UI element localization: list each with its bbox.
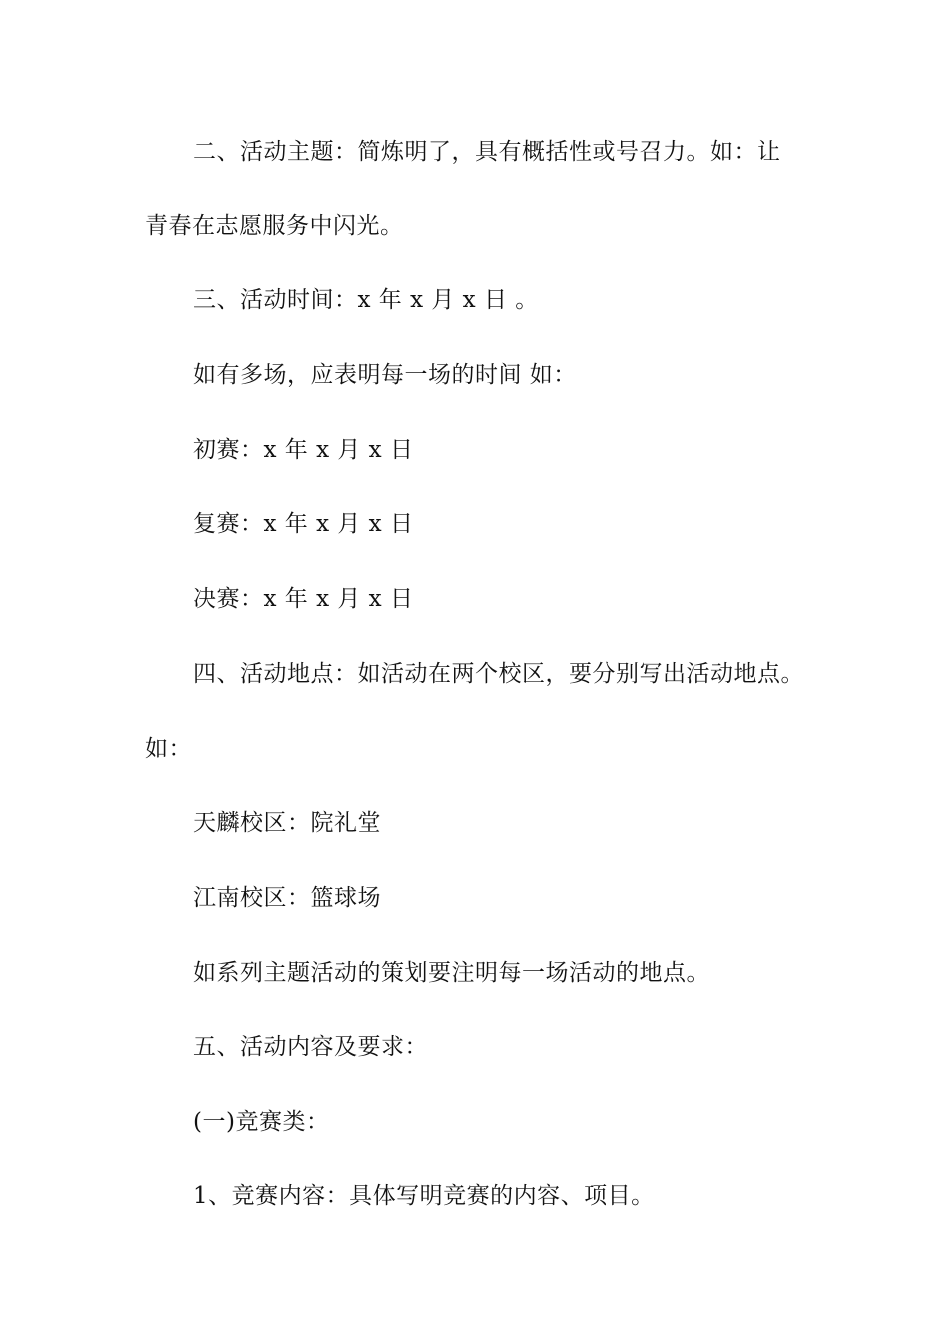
jiangnan-campus-location: 江南校区：篮球场 [193,885,381,911]
final-date: 决赛：x 年 x 月 x 日 [193,586,414,612]
multi-session-note: 如有多场，应表明每一场的时间 如： [193,362,577,388]
section-5-content-heading: 五、活动内容及要求： [193,1034,428,1060]
preliminary-date: 初赛：x 年 x 月 x 日 [193,437,414,463]
series-activity-note: 如系列主题活动的策划要注明每一场活动的地点。 [193,960,710,986]
tianlin-campus-location: 天麟校区：院礼堂 [193,810,381,836]
competition-category-heading: (一)竞赛类： [193,1109,330,1135]
semifinal-date: 复赛：x 年 x 月 x 日 [193,511,414,537]
competition-content-item: 1、竞赛内容：具体写明竞赛的内容、项目。 [193,1183,655,1209]
section-3-time-line: 三、活动时间：x 年 x 月 x 日 。 [193,287,539,313]
section-2-theme-line: 二、活动主题：简炼明了，具有概括性或号召力。如：让 [193,139,781,165]
section-2-theme-continuation: 青春在志愿服务中闪光。 [145,213,404,239]
section-4-location-line: 四、活动地点：如活动在两个校区，要分别写出活动地点。 [193,661,804,687]
section-4-location-continuation: 如： [145,736,192,762]
